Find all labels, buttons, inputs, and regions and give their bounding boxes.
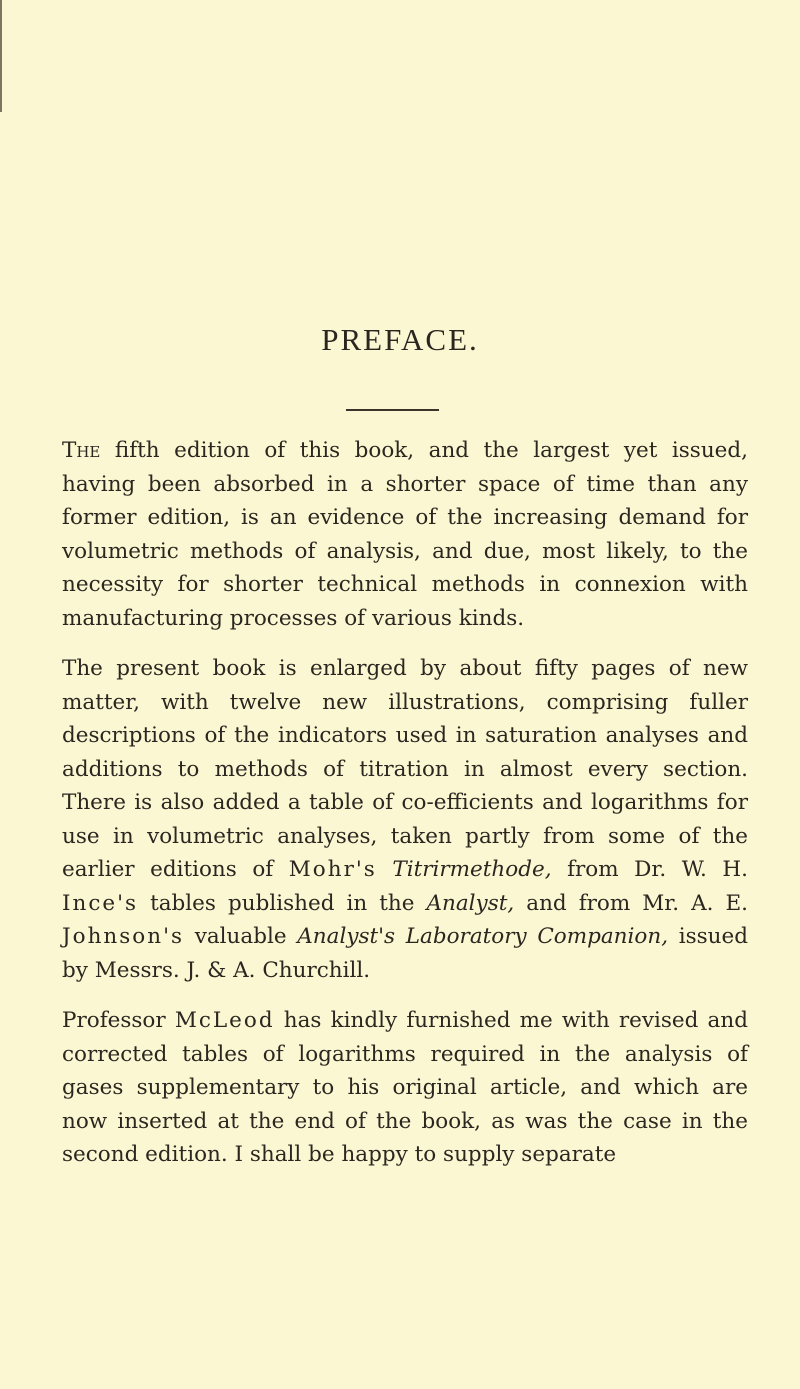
paragraph-2-part5: valuable [184,924,298,949]
paragraph-1-text: fifth edition of this book, and the largest yet issued, having been absorbed in a shorter space of time than any former edition, is an evidence of the increasing demand for volumetric methods of analysis, and due, most likely, to the necessity for shorter technical methods in connexion with manufacturing processes of various kinds. [62,438,748,631]
paragraph-2-space [377,857,393,882]
page-edge-line [0,0,2,112]
paragraph-2-part3: tables published in the [138,890,427,916]
paragraph-2-part4: and from Mr. A. E. [514,890,748,916]
title-titrirmethode: Titrirmethode, [392,857,552,882]
author-johnson: Johnson's [62,924,185,949]
author-mcleod: McLeod [174,1008,275,1033]
title-companion: Analyst's Laboratory Companion, [297,924,669,949]
paragraph-2-part1: The present book is enlarged by about fifty pages of new matter, with twelve new illustrations, comprising fuller descriptions of the indicators used in saturation analyses and additions to methods of titration in almost every section. There is also added a table of co-efficients and logarithms for use in volumetric analyses, taken partly from some of the earlier editions of [62,656,748,882]
paragraph-2-part2: from Dr. W. H. [551,857,748,882]
paragraph-1-lead: The [62,438,101,463]
author-mohr: Mohr's [288,857,377,882]
paragraph-3 [62,1004,748,1172]
title-rule [346,409,439,411]
paragraph-1 [62,434,748,635]
paragraph-2 [62,652,748,987]
author-ince: Ince's [62,890,139,916]
page-title: PREFACE. [321,322,479,357]
paragraph-3-part2: has kindly furnished me with revised and corrected tables of logarithms required in the analysis of gases supplementary to his original article, and which are now inserted at the end of the book, as was the case in the second edition. I shall be happy to supply separate [62,1008,748,1167]
title-analyst: Analyst, [426,890,515,916]
paragraph-2-part6: issued by Messrs. J. & A. Churchill. [62,924,748,983]
paragraph-3-part1: Professor [62,1008,175,1033]
body-text [62,434,748,1189]
